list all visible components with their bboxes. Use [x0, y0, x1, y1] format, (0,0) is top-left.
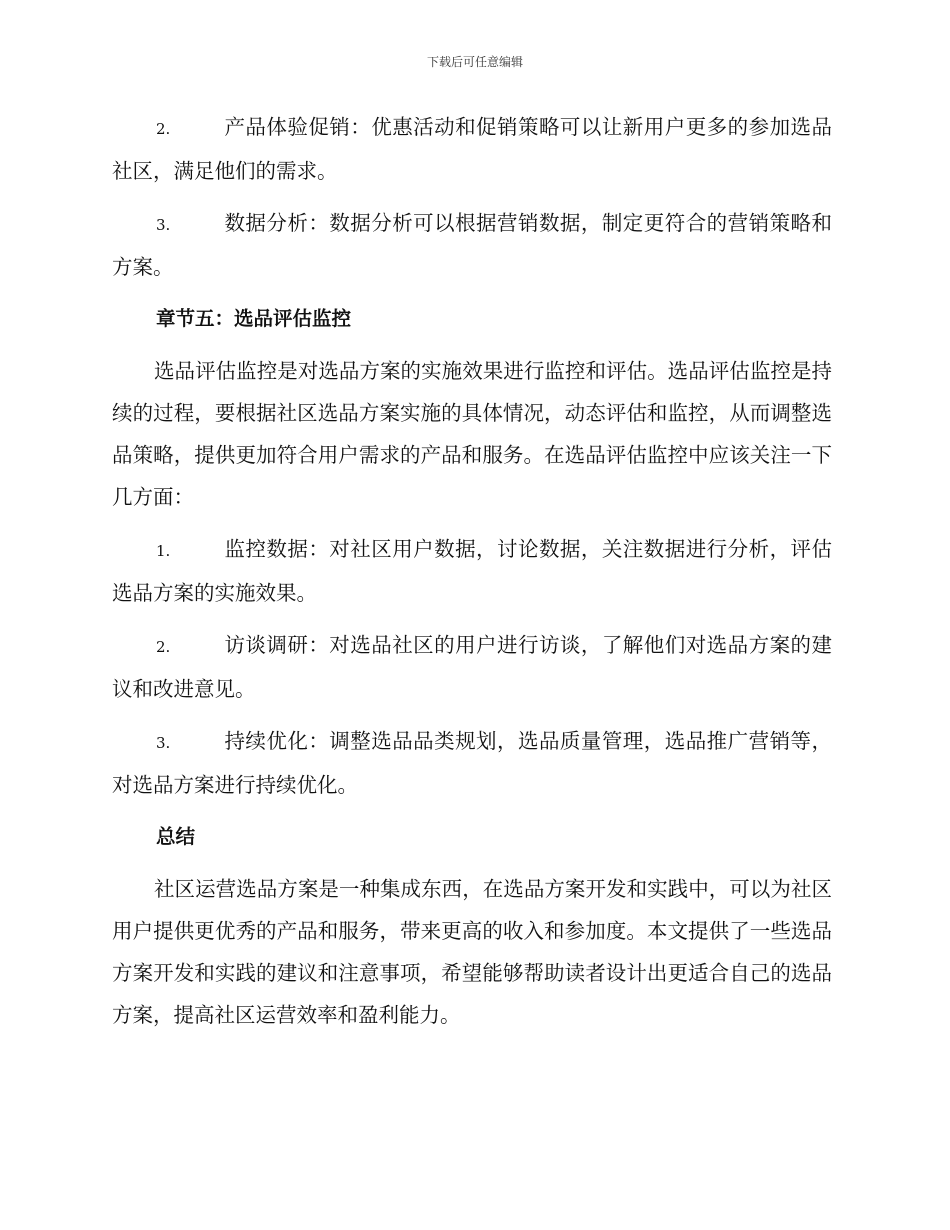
list-item — [112, 624, 832, 710]
section-heading-5: 章节五：选品评估监控 — [156, 307, 352, 330]
document-body — [112, 106, 832, 1046]
list-item-text: 数据分析：数据分析可以根据营销数据，制定更符合的营销策略和方案。 — [112, 211, 832, 279]
list-item-text: 监控数据：对社区用户数据，讨论数据，关注数据进行分析，评估选品方案的实施效果。 — [112, 537, 832, 605]
list-item-number: 2. — [156, 120, 171, 138]
list-item — [112, 106, 832, 192]
list-item-text: 产品体验促销：优惠活动和促销策略可以让新用户更多的参加选品社区，满足他们的需求。 — [112, 115, 832, 183]
summary-heading: 总结 — [156, 825, 196, 848]
summary-paragraph: 社区运营选品方案是一种集成东西，在选品方案开发和实践中，可以为社区用户提供更优秀的产品和服务，带来更高的收入和参加度。本文提供了一些选品方案开发和实践的建议和注意事项，希望能够帮助读者设计出更适合自己的选品方案，提高社区运营效率和盈利能力。 — [112, 877, 832, 1027]
list-item-number: 3. — [156, 734, 171, 752]
list-item-number: 2. — [156, 638, 171, 656]
list-item-text: 持续优化：调整选品品类规划，选品质量管理，选品推广营销等，对选品方案进行持续优化。 — [112, 729, 832, 797]
section-intro-paragraph: 选品评估监控是对选品方案的实施效果进行监控和评估。选品评估监控是持续的过程，要根据社区选品方案实施的具体情况，动态评估和监控，从而调整选品策略，提供更加符合用户需求的产品和服务。在选品评估监控中应该关注一下几方面： — [112, 359, 832, 509]
list-item — [112, 720, 832, 806]
list-item-number: 3. — [156, 216, 171, 234]
list-item-text: 访谈调研：对选品社区的用户进行访谈，了解他们对选品方案的建议和改进意见。 — [112, 633, 832, 701]
list-item-number: 1. — [156, 542, 171, 560]
list-item — [112, 528, 832, 614]
list-item — [112, 202, 832, 288]
page-header: 下载后可任意编辑 — [426, 55, 523, 69]
